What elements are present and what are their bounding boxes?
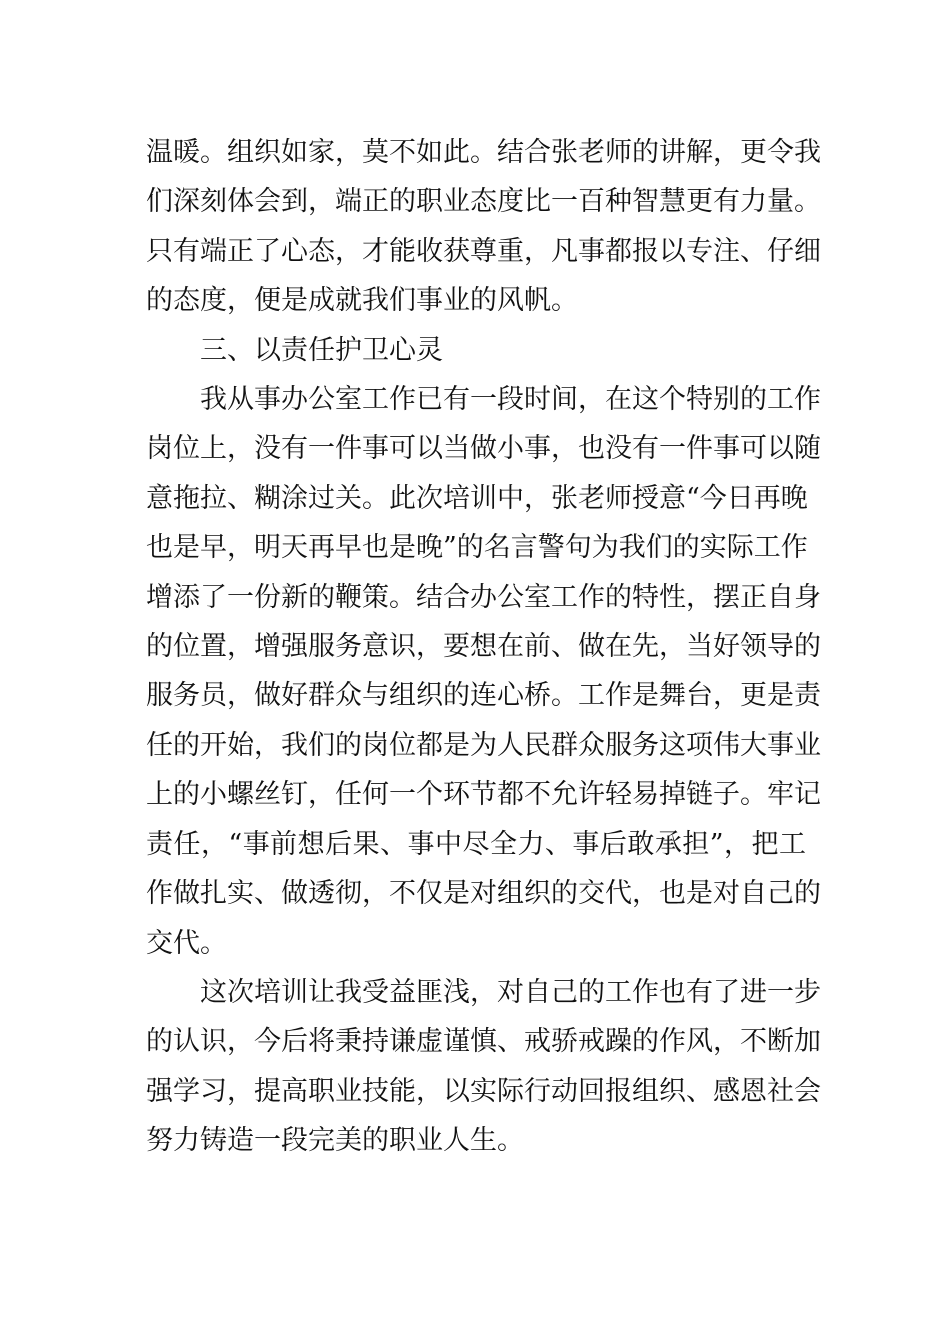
paragraph-conclusion: [146, 968, 821, 1166]
text-line: 任的开始，我们的岗位都是为人民群众服务这项伟大事业: [146, 729, 821, 761]
text-line: 增添了一份新的鞭策。结合办公室工作的特性，摆正自身: [146, 581, 821, 613]
text-line: 努力铸造一段完美的职业人生。: [146, 1125, 524, 1157]
text-line: 上的小螺丝钉，任何一个环节都不允许轻易掉链子。牢记: [146, 779, 821, 811]
text-line: 的认识，今后将秉持谦虚谨慎、戒骄戒躁的作风，不断加: [146, 1026, 821, 1058]
text-line: 只有端正了心态，才能收获尊重，凡事都报以专注、仔细: [146, 235, 821, 267]
text-line: 这次培训让我受益匪浅，对自己的工作也有了进一步: [200, 976, 821, 1008]
text-line: 意拖拉、糊涂过关。此次培训中，张老师授意“今日再晚: [146, 482, 808, 514]
text-line: 强学习，提高职业技能，以实际行动回报组织、感恩社会: [146, 1075, 821, 1107]
section-heading-3: [146, 326, 806, 375]
text-line: 也是早，明天再早也是晚”的名言警句为我们的实际工作: [146, 532, 808, 564]
paragraph-continuation: [146, 128, 821, 326]
text-line: 作做扎实、做透彻，不仅是对组织的交代，也是对自己的: [146, 878, 821, 910]
paragraph-responsibility: [146, 375, 821, 968]
text-line: 交代。: [146, 927, 227, 959]
text-line: 温暖。组织如家，莫不如此。结合张老师的讲解，更令我: [146, 137, 821, 168]
text-line: 我从事办公室工作已有一段时间，在这个特别的工作: [200, 384, 821, 416]
text-line: 岗位上，没有一件事可以当做小事，也没有一件事可以随: [146, 433, 821, 465]
text-line: 的态度，便是成就我们事业的风帆。: [146, 285, 578, 317]
document-body: [146, 128, 821, 1166]
text-line: 服务员，做好群众与组织的连心桥。工作是舞台，更是责: [146, 680, 821, 712]
text-line: 的位置，增强服务意识，要想在前、做在先，当好领导的: [146, 631, 821, 663]
text-line: 们深刻体会到，端正的职业态度比一百种智慧更有力量。: [146, 186, 821, 218]
text-line: 三、以责任护卫心灵: [200, 334, 443, 366]
text-line: 责任，“事前想后果、事中尽全力、事后敢承担”，把工: [146, 828, 806, 860]
